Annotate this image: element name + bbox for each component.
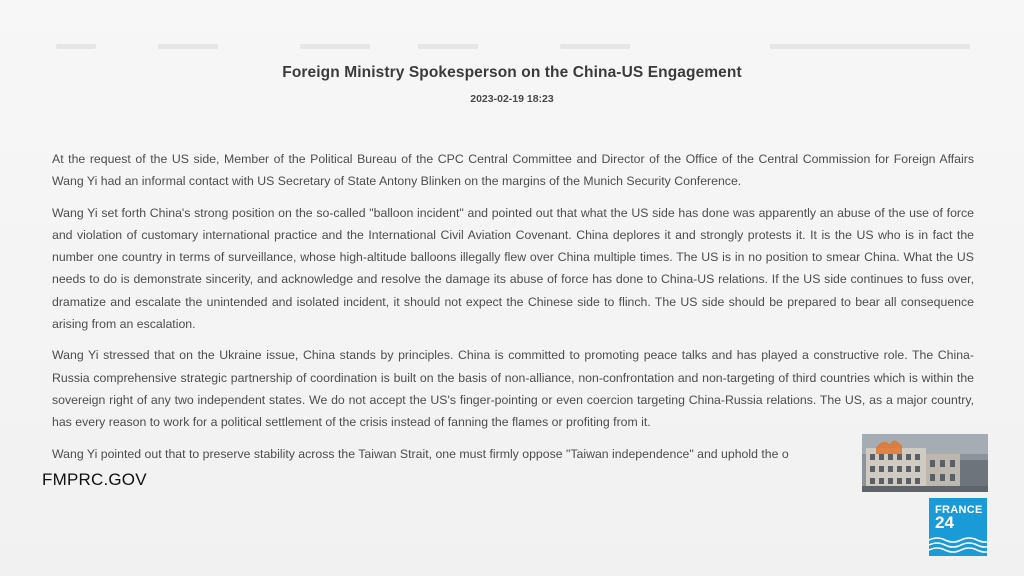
- article-title: Foreign Ministry Spokesperson on the China-US Engagement: [282, 64, 742, 81]
- article-paragraph: Wang Yi stressed that on the Ukraine issue, China stands by principles. China is committed to promoting peace talks and has played a constructive role. The China-Russia comprehensive strategic partnership of coordination is built on the basis of non-alliance, non-confrontation and non-targeting of third countries which is within the sovereign right of any two independent states. We do not accept the US's finger-pointing or even coercion targeting China-Russia relations. The US, as a major country, has every reason to work for a political settlement of the crisis instead of fanning the flames or profiting from it.: [52, 348, 974, 430]
- article-paragraph-partial: Wang Yi pointed out that to preserve stability across the Taiwan Strait, one must firmly oppose "Taiwan independence" and uphold the o: [52, 446, 789, 461]
- france24-logo: [929, 498, 987, 556]
- wave-icon: [929, 534, 987, 556]
- blurred-nav-item: [418, 44, 478, 49]
- blurred-nav-item: [56, 44, 96, 49]
- blurred-nav-item: [770, 44, 970, 49]
- logo-text-top: FRANCE: [935, 504, 983, 516]
- article-body: [52, 148, 974, 474]
- blurred-nav-item: [158, 44, 218, 49]
- logo-text-number: 24: [935, 513, 954, 532]
- video-thumbnail: [862, 434, 988, 492]
- source-caption: FMPRC.GOV: [42, 470, 147, 489]
- article-paragraph: Wang Yi set forth China's strong position on the so-called "balloon incident" and pointed out that what the US side has done was apparently an abuse of the use of force and violation of customary international practice and the International Civil Aviation Covenant. China deplores it and strongly protests it. It is the US who is in fact the number one country in terms of surveillance, whose high-altitude balloons illegally flew over China multiple times. The US is in no position to smear China. What the US needs to do is demonstrate sincerity, and acknowledge and resolve the damage its abuse of force has done to China-US relations. If the US side continues to fuss over, dramatize and escalate the unintended and isolated incident, it should not expect the Chinese side to flinch. The US side should be prepared to bear all consequence arising from an escalation.: [52, 205, 974, 332]
- article-date: 2023-02-19 18:23: [470, 93, 554, 105]
- article-paragraph: At the request of the US side, Member of the Political Bureau of the CPC Central Committee and Director of the Office of the Central Commission for Foreign Affairs Wang Yi had an informal contact with US Secretary of State Antony Blinken on the margins of the Munich Security Conference.: [52, 152, 974, 189]
- blurred-nav-item: [560, 44, 630, 49]
- blurred-nav-item: [300, 44, 370, 49]
